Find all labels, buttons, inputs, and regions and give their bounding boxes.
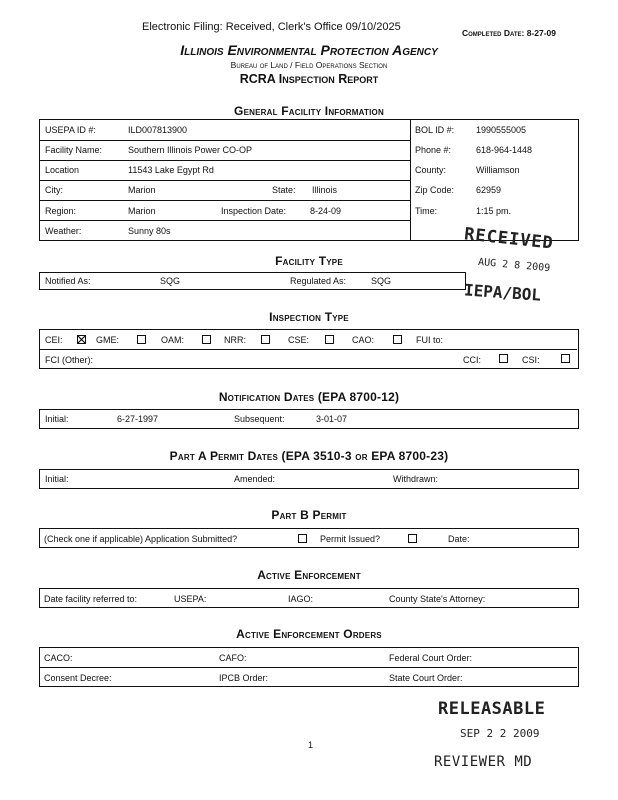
filing-stamp: Electronic Filing: Received, Clerk's Office 09/10/2025	[142, 21, 401, 33]
date-referred-label: Date facility referred to:	[44, 594, 138, 604]
orders-box	[39, 647, 579, 687]
zip-label: Zip Code:	[415, 185, 455, 195]
releasable-stamp-date: SEP 2 2 2009	[460, 727, 540, 740]
notification-subsequent-value: 3-01-07	[316, 414, 348, 424]
usepa-id-label: USEPA ID #:	[45, 125, 96, 135]
iago-label: IAGO:	[288, 594, 314, 604]
notification-initial-value: 6-27-1997	[117, 414, 159, 424]
nrr-checkbox[interactable]	[261, 335, 270, 344]
application-submitted-label: (Check one if applicable) Application Submitted?	[44, 534, 238, 544]
nrr-label: NRR:	[224, 335, 246, 345]
part-a-initial-label: Initial:	[45, 474, 69, 484]
phone-value: 618-964-1448	[476, 145, 533, 155]
cse-label: CSE:	[288, 335, 310, 345]
oam-checkbox[interactable]	[202, 335, 211, 344]
csi-label: CSI:	[522, 355, 540, 365]
notification-subsequent-label: Subsequent:	[234, 414, 285, 424]
cse-checkbox[interactable]	[325, 335, 334, 344]
facility-name-label: Facility Name:	[45, 145, 103, 155]
fui-label: FUI to:	[416, 335, 444, 345]
notification-initial-label: Initial:	[45, 414, 69, 424]
bureau-title: Bureau of Land / Field Operations Section	[230, 60, 388, 70]
agency-title: Illinois Environmental Protection Agency	[180, 42, 438, 58]
received-stamp-date: AUG 2 8 2009	[477, 256, 551, 275]
inspection-date-label: Inspection Date:	[221, 206, 287, 216]
notification-title: Notification Dates (EPA 8700-12)	[218, 390, 400, 404]
time-label: Time:	[415, 206, 438, 216]
region-label: Region:	[45, 206, 77, 216]
oam-label: OAM:	[161, 335, 185, 345]
regulated-as-value: SQG	[371, 276, 392, 286]
weather-value: Sunny 80s	[128, 226, 171, 236]
gme-label: GME:	[96, 335, 120, 345]
state-value: Illinois	[312, 185, 338, 195]
region-value: Marion	[128, 206, 156, 216]
part-a-box	[39, 469, 579, 489]
time-value: 1:15 pm.	[476, 206, 512, 216]
cao-checkbox[interactable]	[393, 335, 402, 344]
city-value: Marion	[128, 185, 156, 195]
notified-as-value: SQG	[160, 276, 181, 286]
federal-order-label: Federal Court Order:	[389, 653, 473, 663]
page-number: 1	[308, 740, 314, 750]
cci-label: CCI:	[463, 355, 481, 365]
cao-label: CAO:	[352, 335, 375, 345]
caco-label: CACO:	[44, 653, 73, 663]
cei-label: CEI:	[45, 335, 63, 345]
usepa-id-value: ILD007813900	[128, 125, 188, 135]
report-title: RCRA Inspection Report	[239, 72, 379, 86]
county-label: County:	[415, 165, 447, 175]
ipcb-order-label: IPCB Order:	[219, 673, 269, 683]
cafo-label: CAFO:	[219, 653, 247, 663]
completed-date: Completed Date: 8-27-09	[462, 28, 557, 38]
part-a-amended-label: Amended:	[234, 474, 276, 484]
usepa-label: USEPA:	[174, 594, 207, 604]
location-label: Location	[45, 165, 80, 175]
regulated-as-label: Regulated As:	[290, 276, 347, 286]
csi-checkbox[interactable]	[561, 354, 570, 363]
application-submitted-checkbox[interactable]	[298, 534, 307, 543]
fci-label: FCI (Other):	[45, 355, 94, 365]
enforcement-title: Active Enforcement	[257, 568, 361, 582]
check-x-icon	[77, 335, 86, 344]
facility-type-title: Facility Type	[275, 254, 343, 268]
part-a-title: Part A Permit Dates (EPA 3510-3 or EPA 8700-23)	[169, 449, 449, 463]
county-attorney-label: County State's Attorney:	[389, 594, 486, 604]
permit-issued-label: Permit Issued?	[320, 534, 381, 544]
weather-label: Weather:	[45, 226, 82, 236]
cci-checkbox[interactable]	[499, 354, 508, 363]
inspection-type-title: Inspection Type	[269, 310, 349, 324]
received-stamp-org: IEPA/BOL	[463, 280, 542, 305]
part-b-date-label: Date:	[448, 534, 470, 544]
facility-name-value: Southern Illinois Power CO-OP	[128, 145, 253, 155]
reviewer-stamp: REVIEWER MD	[434, 754, 533, 770]
gme-checkbox[interactable]	[137, 335, 146, 344]
inspection-date-value: 8-24-09	[310, 206, 342, 216]
received-stamp: RECEIVED	[463, 224, 555, 254]
general-section-title: General Facility Information	[234, 104, 384, 118]
consent-decree-label: Consent Decree:	[44, 673, 112, 683]
bol-id-value: 1990555005	[476, 125, 527, 135]
state-order-label: State Court Order:	[389, 673, 463, 683]
zip-value: 62959	[476, 185, 502, 195]
permit-issued-checkbox[interactable]	[408, 534, 417, 543]
city-label: City:	[45, 185, 63, 195]
cei-checkbox[interactable]	[77, 335, 86, 344]
facility-type-box	[39, 272, 466, 290]
location-value: 11543 Lake Egypt Rd	[128, 165, 214, 175]
bol-id-label: BOL ID #:	[415, 125, 455, 135]
part-a-withdrawn-label: Withdrawn:	[393, 474, 439, 484]
phone-label: Phone #:	[415, 145, 452, 155]
notified-as-label: Notified As:	[45, 276, 91, 286]
general-info-box	[39, 119, 579, 241]
state-label: State:	[272, 185, 296, 195]
orders-title: Active Enforcement Orders	[236, 627, 382, 641]
part-b-title: Part B Permit	[271, 508, 347, 522]
releasable-stamp: RELEASABLE	[438, 699, 546, 719]
county-value: Williamson	[476, 165, 520, 175]
